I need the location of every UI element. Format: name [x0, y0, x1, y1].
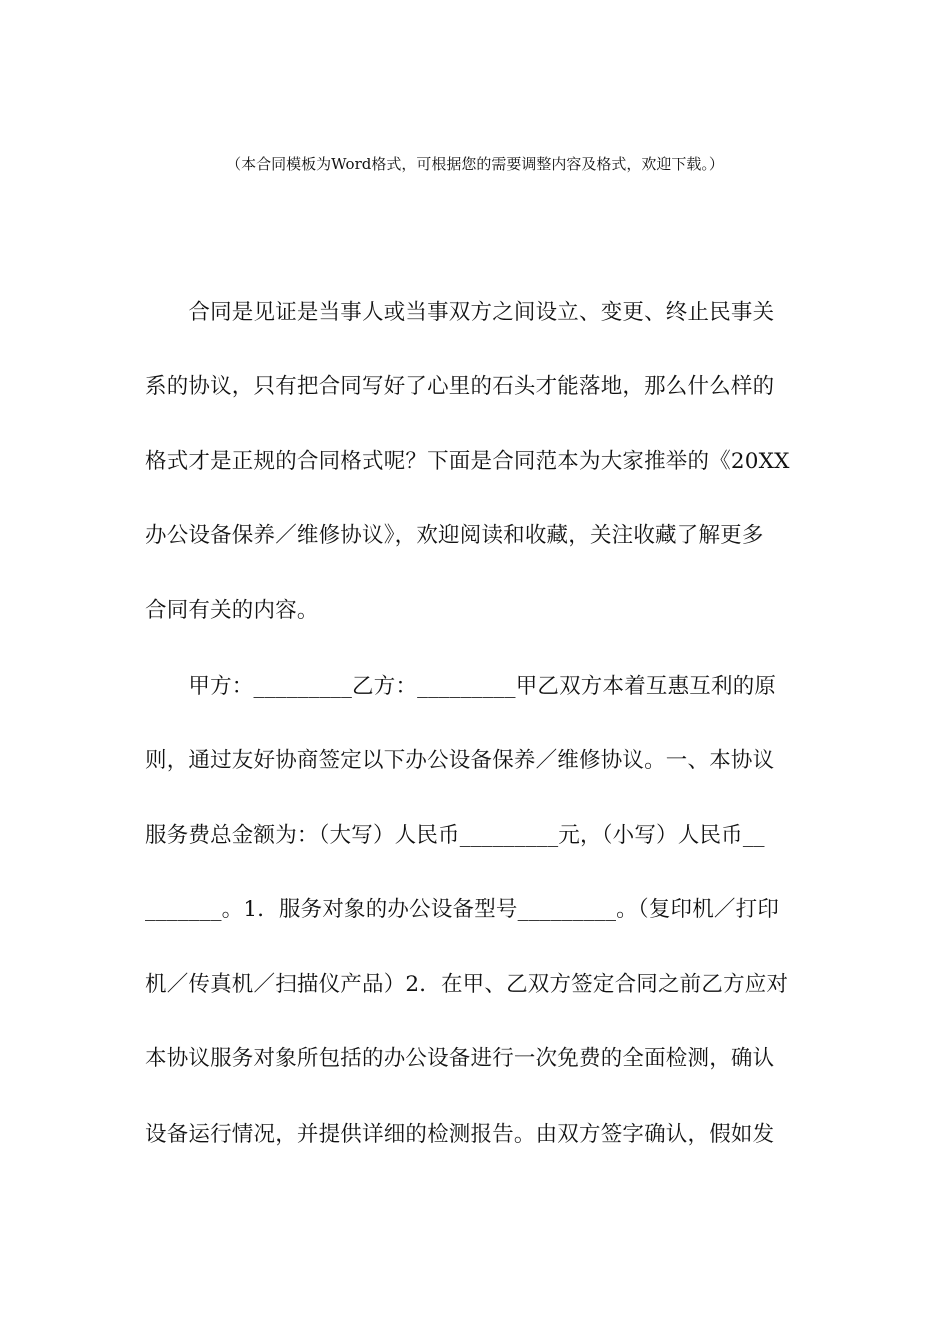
- body-line-2: 系的协议，只有把合同写好了心里的石头才能落地，那么什么样的: [145, 374, 775, 399]
- body-line-8: 服务费总金额为：（大写）人民币_________元，（小写）人民币__: [145, 823, 765, 848]
- body-line-3: 格式才是正规的合同格式呢？下面是合同范本为大家推举的《20XX: [145, 449, 790, 474]
- body-line-12: 设备运行情况，并提供详细的检测报告。由双方签字确认，假如发: [145, 1122, 775, 1147]
- template-note: （本合同模板为Word格式，可根据您的需要调整内容及格式，欢迎下载。）: [226, 155, 724, 173]
- body-line-1: 合同是见证是当事人或当事双方之间设立、变更、终止民事关: [145, 300, 775, 325]
- body-line-9: _______。1．服务对象的办公设备型号_________。（复印机／打印: [145, 897, 780, 922]
- body-line-10: 机／传真机／扫描仪产品）2．在甲、乙双方签定合同之前乙方应对: [145, 972, 789, 997]
- body-line-7: 则，通过友好协商签定以下办公设备保养／维修协议。一、本协议: [145, 748, 775, 773]
- body-line-4: 办公设备保养／维修协议》，欢迎阅读和收藏，关注收藏了解更多: [145, 523, 764, 548]
- body-line-6: 甲方：_________乙方：_________甲乙双方本着互惠互利的原: [145, 674, 777, 699]
- body-line-5: 合同有关的内容。: [145, 598, 319, 623]
- body-line-11: 本协议服务对象所包括的办公设备进行一次免费的全面检测，确认: [145, 1046, 775, 1071]
